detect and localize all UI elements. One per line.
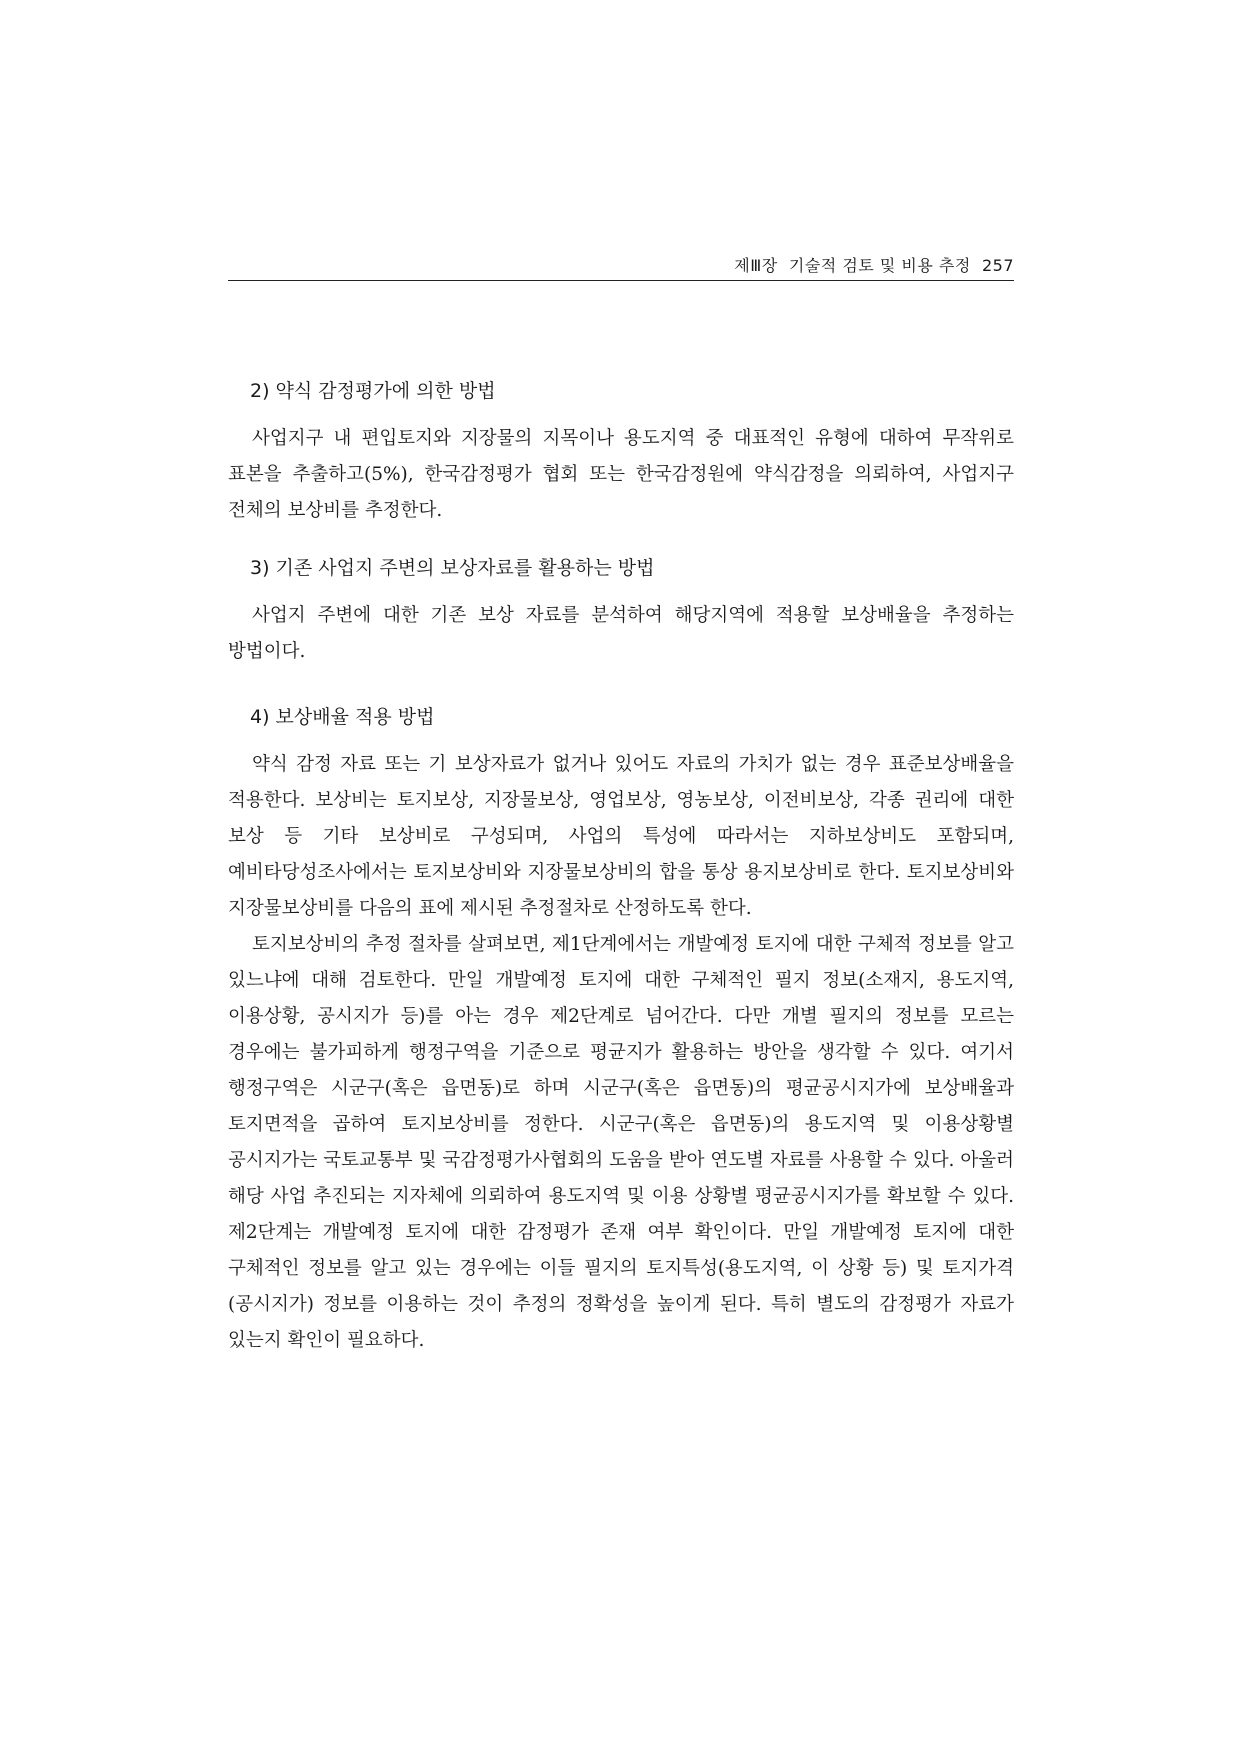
section-existing-compensation-data — [228, 555, 1014, 670]
body-paragraph: 약식 감정 자료 또는 기 보상자료가 없거나 있어도 자료의 가치가 없는 경우 표준보상배율을 적용한다. 보상비는 토지보상, 지장물보상, 영업보상, 영농보상, 이전비보상, 각종 권리에 대한 보상 등 기타 보상비로 구성되며, 사업의 특성에 따라서는 지하보상비도 포함되며, 예비타당성조사에서는 토지보상비와 지장물보상비의 합을 통상 용지보상비로 한다. 토지보상비와 지장물보상비를 다음의 표에 제시된 추정절차로 산정하도록 한다. — [228, 754, 1014, 919]
header-spacer — [971, 256, 982, 275]
page-number: 257 — [981, 256, 1014, 275]
section-abbreviated-appraisal — [228, 378, 1014, 529]
section-compensation-ratio — [228, 704, 1014, 1359]
section-heading: 3) 기존 사업지 주변의 보상자료를 활용하는 방법 — [250, 557, 655, 579]
section-heading: 2) 약식 감정평가에 의한 방법 — [250, 380, 496, 402]
body-paragraph: 사업지 주변에 대한 기존 보상 자료를 분석하여 해당지역에 적용할 보상배율을 추정하는 방법이다. — [228, 605, 1014, 662]
running-header — [228, 253, 1014, 281]
page-body — [228, 378, 1014, 1359]
body-paragraph: 토지보상비의 추정 절차를 살펴보면, 제1단계에서는 개발예정 토지에 대한 구체적 정보를 알고 있느냐에 대해 검토한다. 만일 개발예정 토지에 대한 구체적인 필지 정보(소재지, 용도지역, 이용상황, 공시지가 등)를 아는 경우 제2단계로 넘어간다. 다만 개별 필지의 정보를 모르는 경우에는 불가피하게 행정구역을 기준으로 평균지가 활용하는 방안을 생각할 수 있다. 여기서 행정구역은 시군구(혹은 읍면동)로 하며 시군구(혹은 읍면동)의 평균공시지가에 보상배율과 토지면적을 곱하여 토지보상비를 정한다. 시군구(혹은 읍면동)의 용도지역 및 이용상황별 공시지가는 국토교통부 및 국감정평가사협회의 도움을 받아 연도별 자료를 사용할 수 있다. 아울러 해당 사업 추진되는 지자체에 의뢰하여 용도지역 및 이용 상황별 평균공시지가를 확보할 수 있다. 제2단계는 개발예정 토지에 대한 감정평가 존재 여부 확인이다. 만일 개발예정 토지에 대한 구체적인 정보를 알고 있는 경우에는 이들 필지의 토지특성(용도지역, 이 상황 등) 및 토지가격(공시지가) 정보를 이용하는 것이 추정의 정확성을 높이게 된다. 특히 별도의 감정평가 자료가 있는지 확인이 필요하다. — [228, 934, 1014, 1351]
chapter-title: 제Ⅲ장 기술적 검토 및 비용 추정 — [734, 256, 971, 275]
section-heading: 4) 보상배율 적용 방법 — [250, 706, 435, 728]
body-paragraph: 사업지구 내 편입토지와 지장물의 지목이나 용도지역 중 대표적인 유형에 대하여 무작위로 표본을 추출하고(5%), 한국감정평가 협회 또는 한국감정원에 약식감정을 의뢰하여, 사업지구 전체의 보상비를 추정한다. — [228, 428, 1014, 521]
